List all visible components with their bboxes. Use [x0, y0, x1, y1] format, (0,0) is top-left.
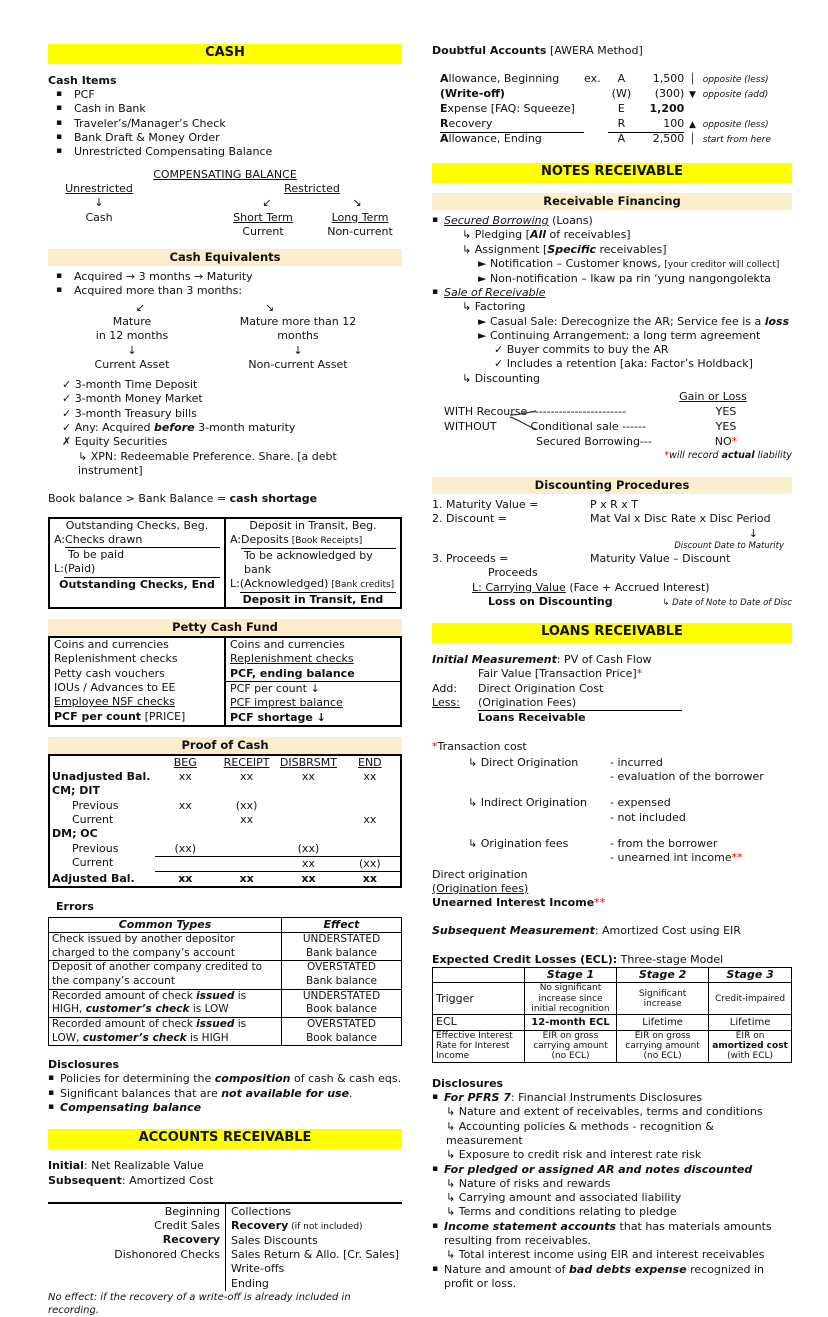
transaction-cost-heading: *Transaction cost [432, 739, 527, 753]
dp-line: L: Carrying Value (Face + Accrued Interest) [472, 580, 710, 594]
lr-less-line: Less: (Origination Fees) [432, 696, 682, 711]
t-line: Dishonored Checks [114, 1247, 220, 1261]
shortage-line: Book balance > Bank Balance = cash shortage [48, 492, 318, 506]
dp-line: 1. Maturity Value = P x R x T [432, 498, 639, 512]
receivable-financing-list [432, 214, 792, 228]
mature-more-12: Mature more than 12 [239, 314, 357, 328]
disclosure-item: ▪ Significant balances that are not available for use. [48, 1087, 402, 1101]
rf-line: ↳ Pledging [All of receivables] [462, 228, 631, 242]
proof-row: DM; OC [52, 827, 98, 841]
red-asterisks: ** [594, 896, 606, 910]
doubtful-accounts-heading: Doubtful Accounts [AWERA Method] [432, 44, 643, 57]
errors-heading: Errors [56, 900, 94, 914]
cash-item: ▪ Traveler’s/Manager’s Check [48, 117, 402, 131]
left-column [48, 44, 402, 1317]
without-row-2: Secured Borrowing--- NO* [536, 435, 738, 449]
right-column [432, 44, 792, 1317]
loans-receivable-banner: LOANS RECEIVABLE [432, 623, 792, 643]
cash-item: ▪ Unrestricted Compensating Balance [48, 145, 402, 159]
ecl-trigger-row: Trigger No significant increase since initial recognition Significant increase Credit-impaired [433, 983, 792, 1015]
red-asterisk: * [664, 450, 670, 462]
petty-cash-table [48, 636, 402, 727]
cash-items-heading: Cash Items [48, 73, 117, 87]
check-item: ✓ 3-month Money Market [62, 392, 203, 406]
petty-line: Employee NSF checks [54, 695, 175, 709]
comp-balance-title: COMPENSATING BALANCE [153, 167, 297, 181]
discounting-procedures-banner: Discounting Procedures [432, 477, 792, 494]
t-line: Recovery (if not included) [231, 1219, 363, 1233]
da-row: Recovery R 100 ▲ opposite (less) [440, 117, 792, 132]
proof-of-cash-table [48, 754, 402, 889]
proof-col: BEG [173, 755, 197, 769]
oc-add-line: A: Checks drawn [54, 533, 220, 548]
petty-line: Petty cash vouchers [54, 666, 165, 680]
comp-unrestricted: Unrestricted [65, 181, 133, 195]
down-arrow-icon: ↓ [94, 196, 104, 210]
uii-stack [432, 868, 792, 911]
petty-line: Coins and currencies [230, 638, 345, 652]
disclosures-right [432, 1077, 792, 1291]
proof-col: END [358, 755, 382, 769]
disclosure-item: ▪ For pledged or assigned AR and notes discounted [432, 1163, 792, 1177]
check-item: ✓ Any: Acquired before 3-month maturity [62, 421, 296, 435]
rf-line: ↳ Discounting [462, 371, 541, 385]
dit-line: To be acknowledged by bank [244, 548, 373, 576]
cash-item: ▪ Cash in Bank [48, 102, 402, 116]
disclosure-sub: ↳ Nature of risks and rewards [446, 1176, 611, 1190]
xpn-note: ↳ XPN: Redeemable Preference. Share. [a debt instrument] [78, 449, 337, 477]
disclosures-heading: Disclosures [432, 1076, 504, 1090]
ecl-stage2: Stage 2 [617, 968, 709, 983]
oc-less-line: L: (Paid) [54, 562, 220, 577]
check-item: ✓ 3-month Treasury bills [62, 406, 197, 420]
deposit-transit-cell [225, 518, 401, 609]
mature-12: Mature [112, 314, 152, 328]
da-row: Allowance, Beginning ex. A 1,500 │ opposite (less) [440, 72, 769, 86]
tc-item: ↳ Direct Origination - incurred - evaluation of the borrower [468, 755, 764, 784]
disclosure-sub: ↳ Accounting policies & methods - recognition & measurement [446, 1119, 714, 1147]
cash-item: ▪ Bank Draft & Money Order [48, 131, 402, 145]
uii-line: Unearned Interest Income** [432, 896, 606, 910]
recourse-diagram [444, 390, 792, 465]
lr-add-line: Add: Direct Origination Cost [432, 681, 604, 695]
petty-line: IOUs / Advances to EE [54, 680, 176, 694]
mature-12b: in 12 months [95, 329, 169, 343]
t-line: Collections [231, 1204, 292, 1218]
petty-line: PCF, ending balance [230, 666, 355, 680]
down-arrowhead-icon: ▼ [689, 90, 696, 101]
cash-equivalents-banner: Cash Equivalents [48, 249, 402, 266]
current-asset: Current Asset [94, 357, 170, 371]
ecl-ecl-row: ECL 12-month ECL Lifetime Lifetime [433, 1015, 792, 1030]
t-line: Recovery [162, 1233, 220, 1247]
proof-row: Unadjusted Bal. xx xx xx xx [52, 770, 377, 784]
doubtful-accounts-schedule [440, 72, 792, 147]
t-line: Beginning [164, 1204, 220, 1218]
disclosure-item: ▪ For PFRS 7: Financial Instruments Disclosures [432, 1091, 792, 1105]
petty-line: PCF per count [PRICE] [54, 709, 186, 723]
se-arrow-icon: ↘ [352, 196, 362, 210]
ecl-stage1: Stage 1 [525, 968, 617, 983]
red-asterisk: * [731, 435, 738, 449]
lr-subsequent-line: Subsequent Measurement: Amortized Cost using EIR [432, 924, 741, 938]
cross-item: ✗ Equity Securities [62, 435, 168, 449]
down-arrow-icon: ↓ [748, 526, 758, 540]
disclosure-item: ▪ Compensating balance [48, 1101, 402, 1115]
comp-current: Current [242, 224, 284, 238]
ar-note: No effect: if the recovery of a write-off is already included in recording. [48, 1292, 351, 1316]
da-row: Allowance, Ending A 2,500 │ start from here [440, 132, 771, 146]
petty-line: PCF shortage ↓ [230, 710, 326, 724]
cash-item: ▪ PCF [48, 88, 402, 102]
receivable-financing-banner: Receivable Financing [432, 193, 792, 210]
proof-col: RECEIPT [223, 755, 270, 769]
comp-non-current: Non-current [327, 224, 393, 238]
t-account-credit [225, 1204, 402, 1291]
bar-icon: │ [689, 134, 696, 146]
disclosures-heading: Disclosures [48, 1058, 120, 1072]
errors-header-row [49, 917, 402, 932]
cash-eq-item: ▪ Acquired → 3 months → Maturity [48, 270, 402, 284]
t-line: Credit Sales [154, 1219, 220, 1233]
petty-line: Coins and currencies [54, 638, 169, 652]
ecl-heading: Expected Credit Losses (ECL): Three-stage Model [432, 952, 724, 966]
disclosure-sub: ↳ Carrying amount and associated liability [446, 1191, 682, 1205]
proof-col: DISBRSMT [279, 755, 337, 769]
disclosure-sub: ↳ Nature and extent of receivables, terms and conditions [446, 1105, 763, 1119]
rf-line: ► Casual Sale: Derecognize the AR; Service fee is a loss [478, 314, 790, 328]
sw-arrow-icon: ↙ [262, 196, 272, 210]
se-arrow-icon: ↘ [265, 300, 275, 314]
sale-of-receivable-list [432, 286, 792, 300]
compensating-balance-diagram [48, 168, 402, 239]
petty-right-cell [225, 637, 401, 726]
petty-line: Replenishment checks [230, 652, 354, 666]
disclosure-item: ▪ Income statement accounts that has materials amounts resulting from receivables. [432, 1220, 792, 1249]
disclosures-left [48, 1058, 402, 1115]
ecl-eir-row: Effective Interest Rate for Interest Income EIR on gross carrying amount (no ECL) EIR on gross carrying amount (no ECL) EIR on amortized cost (with ECL) [433, 1030, 792, 1062]
da-row: (Write-off) (W) (300) ▼ opposite (add) [440, 87, 769, 101]
dit-add-line: A: Deposits [Book Receipts] [230, 533, 396, 549]
mature-more-12b: months [277, 329, 319, 343]
ar-initial-line: Initial: Net Realizable Value [48, 1159, 204, 1173]
proof-row: Current xx xx [72, 812, 377, 826]
errors-col-types: Common Types [49, 917, 282, 932]
red-asterisk: * [432, 739, 438, 753]
t-line: Sales Return & Allo. [Cr. Sales] [231, 1248, 400, 1262]
lr-initial-line: Initial Measurement: PV of Cash Flow [432, 653, 652, 667]
disclosure-sub: ↳ Exposure to credit risk and interest rate risk [446, 1148, 702, 1162]
dp-arrow [432, 527, 792, 541]
outstanding-checks-cell [49, 518, 225, 609]
down-arrow-icon: ↓ [293, 343, 303, 357]
red-asterisks: ** [731, 851, 743, 865]
petty-line: PCF imprest balance [230, 696, 343, 710]
comp-cash: Cash [85, 210, 113, 224]
up-arrowhead-icon: ▲ [689, 120, 696, 131]
disclosure-item: ▪ Policies for determining the composition of cash & cash eqs. [48, 1072, 402, 1086]
check-item: ✓ 3-month Time Deposit [62, 378, 198, 392]
cash-banner: CASH [48, 44, 402, 64]
without-row-1: WITHOUT Conditional sale ------ YES [444, 420, 737, 434]
comp-long-term: Long Term [331, 210, 389, 224]
proof-of-cash-banner: Proof of Cash [48, 737, 402, 754]
petty-line: Replenishment checks [54, 652, 178, 666]
dp-line: 3. Proceeds = Maturity Value – Discount [432, 551, 731, 565]
red-asterisk: * [636, 667, 643, 681]
errors-row: Check issued by another depositor charged to the company’s account UNDERSTATED Bank balance [49, 933, 402, 961]
uii-line: (Origination fees) [432, 881, 529, 895]
errors-row: Deposit of another company credited to the company’s account OVERSTATED Bank balance [49, 961, 402, 989]
dp-arrow-note: Discount Date to Maturity [674, 540, 784, 551]
oc-end: Outstanding Checks, End [59, 577, 215, 591]
uii-line: Direct origination [432, 867, 528, 881]
rf-line: ✓ Includes a retention [aka: Factor’s Holdback] [494, 357, 753, 371]
down-arrow-icon: ↓ [127, 343, 137, 357]
dit-less-line: L: (Acknowledged) [Bank credits] [230, 577, 396, 593]
ar-subsequent-line: Subsequent: Amortized Cost [48, 1173, 214, 1187]
dp-loss-line: Loss on Discounting ↳ Date of Note to Date of Disc [488, 594, 792, 608]
proof-row: Previous (xx) (xx) [72, 841, 320, 855]
lr-total-line: Loans Receivable [478, 711, 586, 725]
errors-table [48, 917, 402, 1046]
bar-icon: │ [689, 74, 696, 86]
with-recourse-row: WITH Recourse ------------------------ YES [444, 405, 737, 419]
rf-line: ► Non-notification – Ikaw pa rin ‘yung nangongolekta [478, 271, 771, 285]
proof-row: CM; DIT [52, 784, 100, 798]
petty-line: PCF per count ↓ [230, 681, 320, 695]
t-line: Write-offs [231, 1262, 285, 1276]
oc-title: Outstanding Checks, Beg. [65, 518, 209, 532]
comp-restricted: Restricted [284, 181, 340, 195]
rf-line: ↳ Assignment [Specific receivables] [462, 242, 667, 256]
cash-eq-item: ▪ Acquired more than 3 months: [48, 284, 402, 298]
ecl-stage3: Stage 3 [709, 968, 792, 983]
petty-cash-banner: Petty Cash Fund [48, 619, 402, 636]
dp-line: Proceeds [488, 566, 538, 580]
proof-row: Previous xx (xx) [72, 798, 258, 812]
errors-row: Recorded amount of check issued is HIGH, customer’s check is LOW UNDERSTATED Book balance [49, 989, 402, 1017]
rf-line: ↳ Factoring [462, 300, 526, 314]
accounts-receivable-banner: ACCOUNTS RECEIVABLE [48, 1129, 402, 1149]
proof-row: Adjusted Bal. xx xx xx xx [49, 872, 401, 888]
rf-line: ► Notification – Customer knows, [your creditor will collect] [478, 257, 780, 271]
disclosure-sub: ↳ Total interest income using EIR and interest receivables [446, 1248, 765, 1262]
t-line: Ending [231, 1276, 269, 1290]
ar-t-account [48, 1202, 402, 1291]
errors-row: Recorded amount of check issued is LOW, customer’s check is HIGH OVERSTATED Book balance [49, 1017, 402, 1045]
rf-line: ► Continuing Arrangement: a long term agreement [478, 328, 761, 342]
comp-short-term: Short Term [233, 210, 293, 224]
errors-col-effect: Effect [282, 917, 402, 932]
dp-line: 2. Discount = Mat Val x Disc Rate x Disc Period [432, 512, 771, 526]
rf-item: ▪ Secured Borrowing (Loans) [432, 214, 792, 228]
fork-lines [508, 408, 538, 434]
recourse-note: *will record actual liability [664, 450, 792, 462]
ecl-header-row [433, 968, 792, 983]
disclosure-sub: ↳ Terms and conditions relating to pledge [446, 1205, 677, 1219]
non-current-asset: Non-current Asset [248, 357, 348, 371]
proof-header-row [49, 755, 401, 770]
t-account-debit [48, 1204, 225, 1291]
maturity-diagram [48, 301, 402, 372]
gain-or-loss-heading: Gain or Loss [679, 390, 747, 404]
rf-item: ▪ Sale of Receivable [432, 286, 792, 300]
t-line: Sales Discounts [231, 1233, 318, 1247]
tc-item: ↳ Origination fees - from the borrower - unearned int income** [468, 837, 743, 865]
lr-fv-line: Fair Value [Transaction Price]* [478, 667, 643, 681]
oc-line: To be paid [68, 548, 125, 562]
dit-end: Deposit in Transit, End [242, 592, 384, 606]
da-row: Expense [FAQ: Squeeze] E 1,200 [440, 102, 685, 116]
proof-row: Current xx (xx) [49, 856, 401, 871]
disclosure-item: ▪ Nature and amount of bad debts expense recognized in profit or loss. [432, 1263, 792, 1292]
rf-line: ✓ Buyer commits to buy the AR [494, 343, 669, 357]
cash-eq-list [48, 270, 402, 299]
petty-left-cell [49, 637, 225, 726]
oc-dit-table [48, 517, 402, 610]
notes-receivable-banner: NOTES RECEIVABLE [432, 163, 792, 183]
tc-item: ↳ Indirect Origination - expensed - not included [468, 796, 686, 824]
sw-arrow-icon: ↙ [135, 300, 145, 314]
ecl-table [432, 967, 792, 1063]
dit-title: Deposit in Transit, Beg. [249, 518, 377, 532]
cash-items-list [48, 88, 402, 159]
